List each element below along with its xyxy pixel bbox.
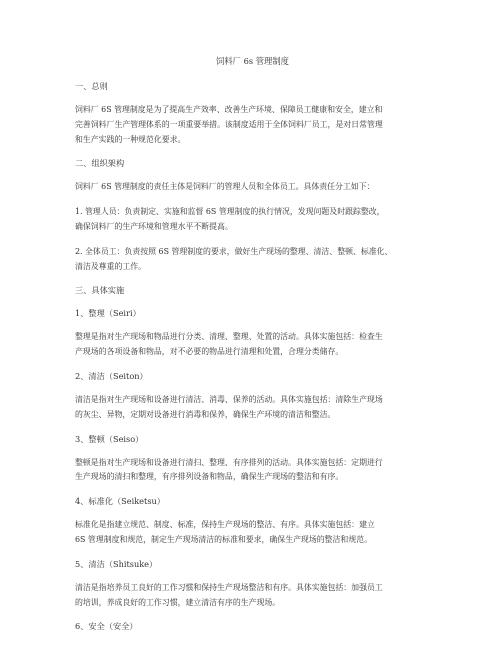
paragraph-line: 和生产实践的一种规范化要求。 [75,134,186,144]
paragraph [75,393,430,423]
paragraph-line: 整顿是指对生产现场和设备进行清扫、整理、有序排列的活动。具体实施包括：定期进行 [75,457,383,467]
paragraph-line: 确保饲料厂的生产环境和管理水平不断提高。 [75,221,233,231]
section-heading: 一、总则 [75,81,108,91]
paragraph-line: 6S 管理制度和规范，制定生产现场清洁的标准和要求，确保生产现场的整洁和规范。 [75,534,372,544]
document-page [75,55,430,643]
paragraph-line: 产现场的各项设备和物品，对不必要的物品进行清理和处置，合理分类储存。 [75,347,344,357]
paragraph-line: 饲料厂 6S 管理制度是为了提高生产效率、改善生产环境、保障员工健康和安全，建立和 [75,105,383,114]
paragraph [75,205,430,235]
paragraph-line: 的培训，养成良好的工作习惯，建立清洁有序的生产现场。 [75,597,281,607]
paragraph-line: 饲料厂 6S 管理制度的责任主体是饲料厂的管理人员和全体员工。具体责任分工如下： [75,182,375,192]
paragraph [75,180,430,195]
section-heading: 6、安全（安全） [75,621,138,632]
paragraph [75,581,430,611]
paragraph-line: 2. 全体员工：负责按照 6S 管理制度的要求，做好生产现场的整理、清洁、整顿、标准化、 [75,246,393,256]
paragraph-line: 标准化是指建立规范、制度、标准，保持生产现场的整洁、有序。具体实施包括：建立 [75,520,375,530]
paragraph-line: 的灰尘、异物，定期对设备进行消毒和保养，确保生产环境的清洁和整洁。 [75,409,336,419]
document-title: 饲料厂 6s 管理制度 [216,56,289,66]
paragraph-line: 完善饲料厂生产管理体系的一项重要举措。该制度适用于全体饲料厂员工，是对日常管理 [75,119,383,129]
section-heading: 三、具体实施 [75,285,125,296]
section-heading: 二、组织架构 [75,158,125,169]
paragraph [75,330,430,360]
paragraph [75,245,430,275]
paragraph-line: 清洁是指对生产现场和设备进行清洁、消毒、保养的活动。具体实施包括：清除生产现场 [75,394,383,404]
paragraph [75,456,430,486]
document-body [75,80,430,632]
paragraph-line: 清洁是指培养员工良好的工作习惯和保持生产现场整洁和有序。具体实施包括：加强员工 [75,582,383,592]
section-heading: 5、清洁（Shitsuke） [75,558,158,569]
paragraph-line: 清洁及尊重的工作。 [75,261,147,271]
paragraph-line: 生产现场的清扫和整理，有序排列设备和物品，确保生产现场的整洁和有序。 [75,472,344,482]
paragraph-line: 1. 管理人员：负责制定、实施和监督 6S 管理制度的执行情况，发现问题及时跟踪整改， [75,207,385,217]
section-heading: 4、标准化（Seiketsu） [75,496,165,507]
paragraph [75,518,430,548]
section-heading: 1、整理（Seiri） [75,308,141,319]
paragraph [75,103,430,147]
paragraph-line: 整理是指对生产现场和物品进行分类、清理、整理、处置的活动。具体实施包括：检查生 [75,332,383,342]
section-heading: 3、整顿（Seiso） [75,433,144,444]
section-heading: 2、清洁（Seiton） [75,370,148,381]
